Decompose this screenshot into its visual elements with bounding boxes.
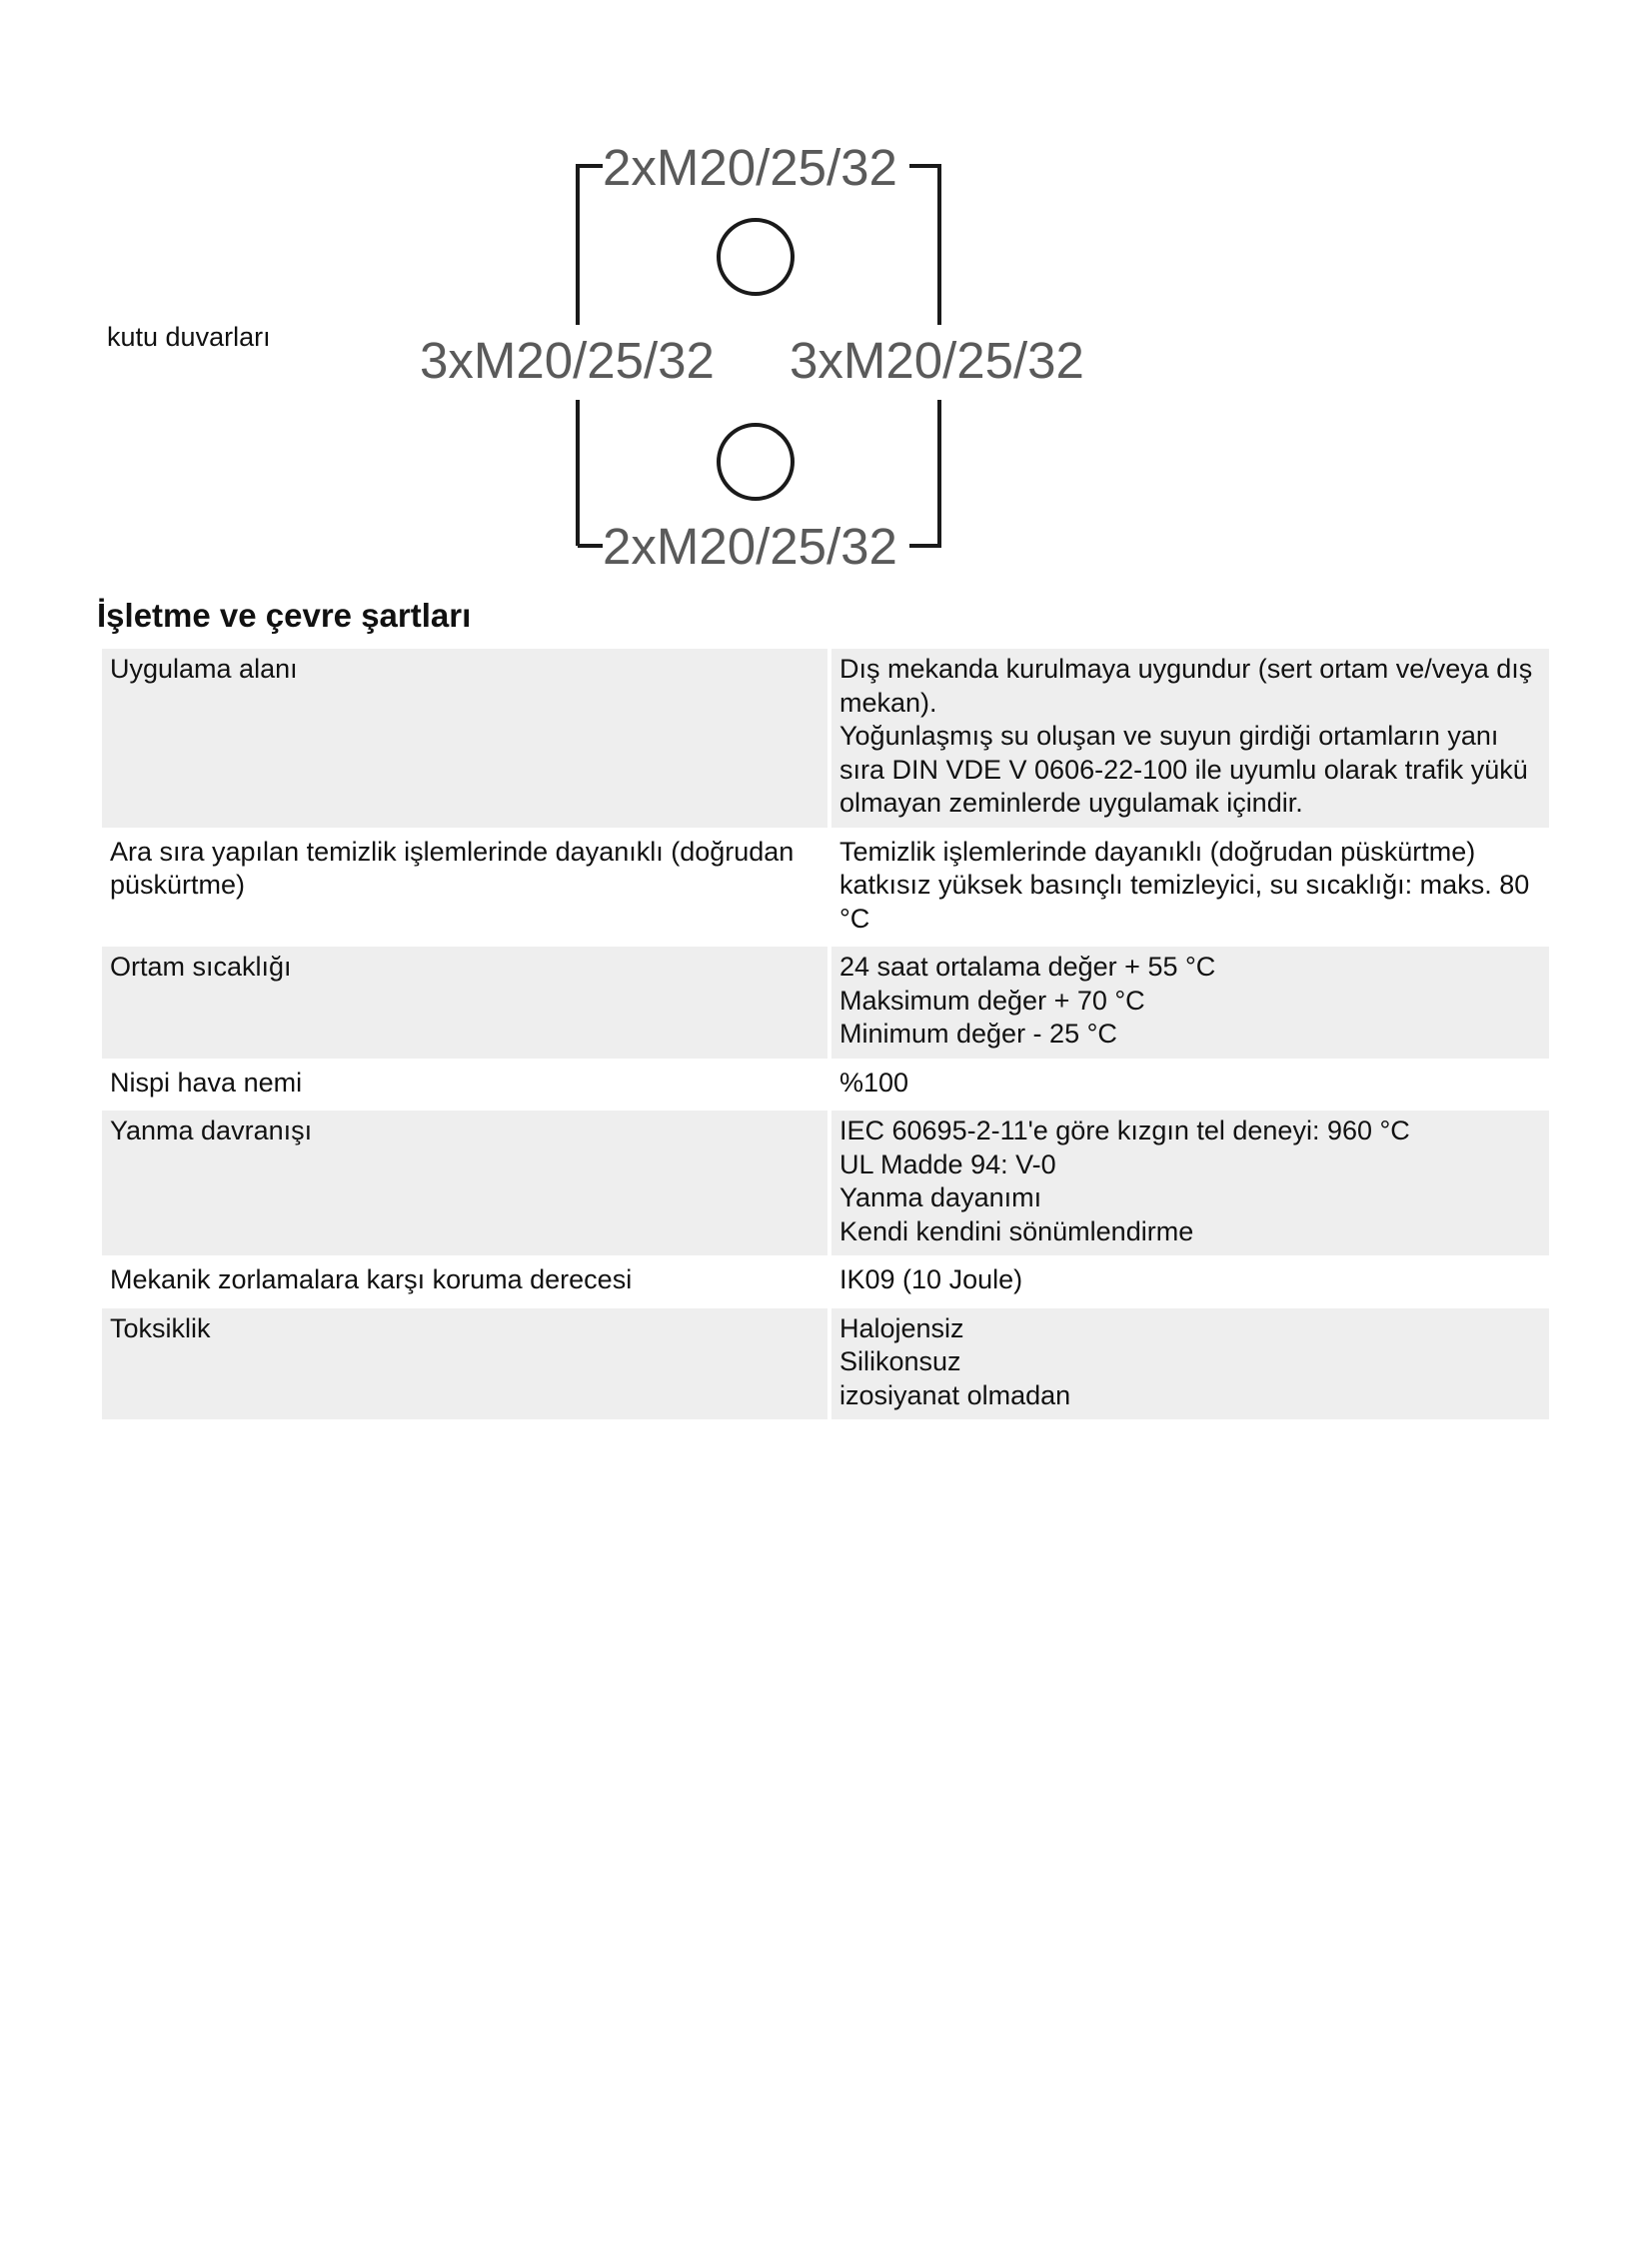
row-label: Nispi hava nemi bbox=[110, 1067, 303, 1098]
cable-entry-diagram-svg bbox=[400, 140, 1129, 580]
bottom-bracket-line-right bbox=[909, 400, 939, 546]
row-value-line: Yanma dayanımı bbox=[839, 1182, 1042, 1212]
row-value-line: Yoğunlaşmış su oluşan ve suyun girdiği ortamların yanı sıra DIN VDE V 0606-22-100 ile uyumlu olarak trafik yükü olmayan zeminlerde uygulamak içindir. bbox=[839, 721, 1528, 818]
left-entry-label: 3xM20/25/32 bbox=[420, 332, 715, 389]
row-value bbox=[831, 1063, 1549, 1108]
row-label: Ortam sıcaklığı bbox=[102, 947, 827, 1059]
row-label: Uygulama alanı bbox=[102, 649, 827, 828]
cable-entry-diagram bbox=[400, 140, 1129, 580]
bottom-entry-label: 2xM20/25/32 bbox=[603, 518, 897, 575]
top-bracket-line-right bbox=[909, 166, 939, 325]
specs-table bbox=[98, 645, 1553, 1423]
row-value-line: Maksimum değer + 70 °C bbox=[839, 985, 1145, 1016]
wall-label: kutu duvarları bbox=[107, 322, 271, 352]
bottom-entry-circle bbox=[719, 425, 793, 499]
row-label: Toksiklik bbox=[102, 1308, 827, 1420]
row-value bbox=[831, 649, 1549, 828]
row-label: Mekanik zorlamalara karşı koruma derecesi bbox=[110, 1264, 633, 1294]
row-value bbox=[831, 1308, 1549, 1420]
table-row bbox=[102, 1259, 1549, 1304]
row-value-line: Dış mekanda kurulmaya uygundur (sert ortam ve/veya dış mekan). bbox=[839, 654, 1533, 718]
row-value-line: %100 bbox=[839, 1067, 909, 1098]
row-value-line: izosiyanat olmadan bbox=[839, 1379, 1071, 1410]
row-value-line: IEC 60695-2-11'e göre kızgın tel deneyi: 960 °C bbox=[839, 1116, 1410, 1145]
top-entry-label: 2xM20/25/32 bbox=[603, 140, 897, 196]
table-row bbox=[102, 1111, 1549, 1255]
top-bracket-line-left bbox=[578, 166, 603, 185]
table-row bbox=[102, 832, 1549, 944]
row-value-line: 24 saat ortalama değer + 55 °C bbox=[839, 952, 1216, 982]
table-row bbox=[102, 1063, 1549, 1108]
specs-table-body bbox=[102, 649, 1549, 1419]
row-value bbox=[831, 1259, 1549, 1304]
row-label: Ara sıra yapılan temizlik işlemlerinde dayanıklı (doğrudan püskürtme) bbox=[110, 836, 795, 900]
row-value-line: Silikonsuz bbox=[839, 1346, 961, 1376]
row-value-line: Temizlik işlemlerinde dayanıklı (doğrudan püskürtme) katkısız yüksek basınçlı temizleyici, su sıcaklığı: maks. 80 °C bbox=[839, 836, 1530, 934]
right-entry-label: 3xM20/25/32 bbox=[790, 332, 1084, 389]
table-row bbox=[102, 649, 1549, 828]
row-value bbox=[831, 1111, 1549, 1255]
row-value bbox=[831, 947, 1549, 1059]
row-value-line: Minimum değer - 25 °C bbox=[839, 1019, 1117, 1049]
row-value-line: UL Madde 94: V-0 bbox=[839, 1148, 1056, 1179]
row-value-line: Kendi kendini sönümlendirme bbox=[839, 1215, 1194, 1246]
row-value-line: Halojensiz bbox=[839, 1312, 964, 1343]
table-row bbox=[102, 947, 1549, 1059]
table-row bbox=[102, 1308, 1549, 1420]
row-label: Yanma davranışı bbox=[102, 1111, 827, 1255]
row-value-line: IK09 (10 Joule) bbox=[839, 1264, 1023, 1294]
row-value bbox=[831, 832, 1549, 944]
section-title: İşletme ve çevre şartları bbox=[97, 597, 472, 634]
top-entry-circle bbox=[719, 220, 793, 294]
